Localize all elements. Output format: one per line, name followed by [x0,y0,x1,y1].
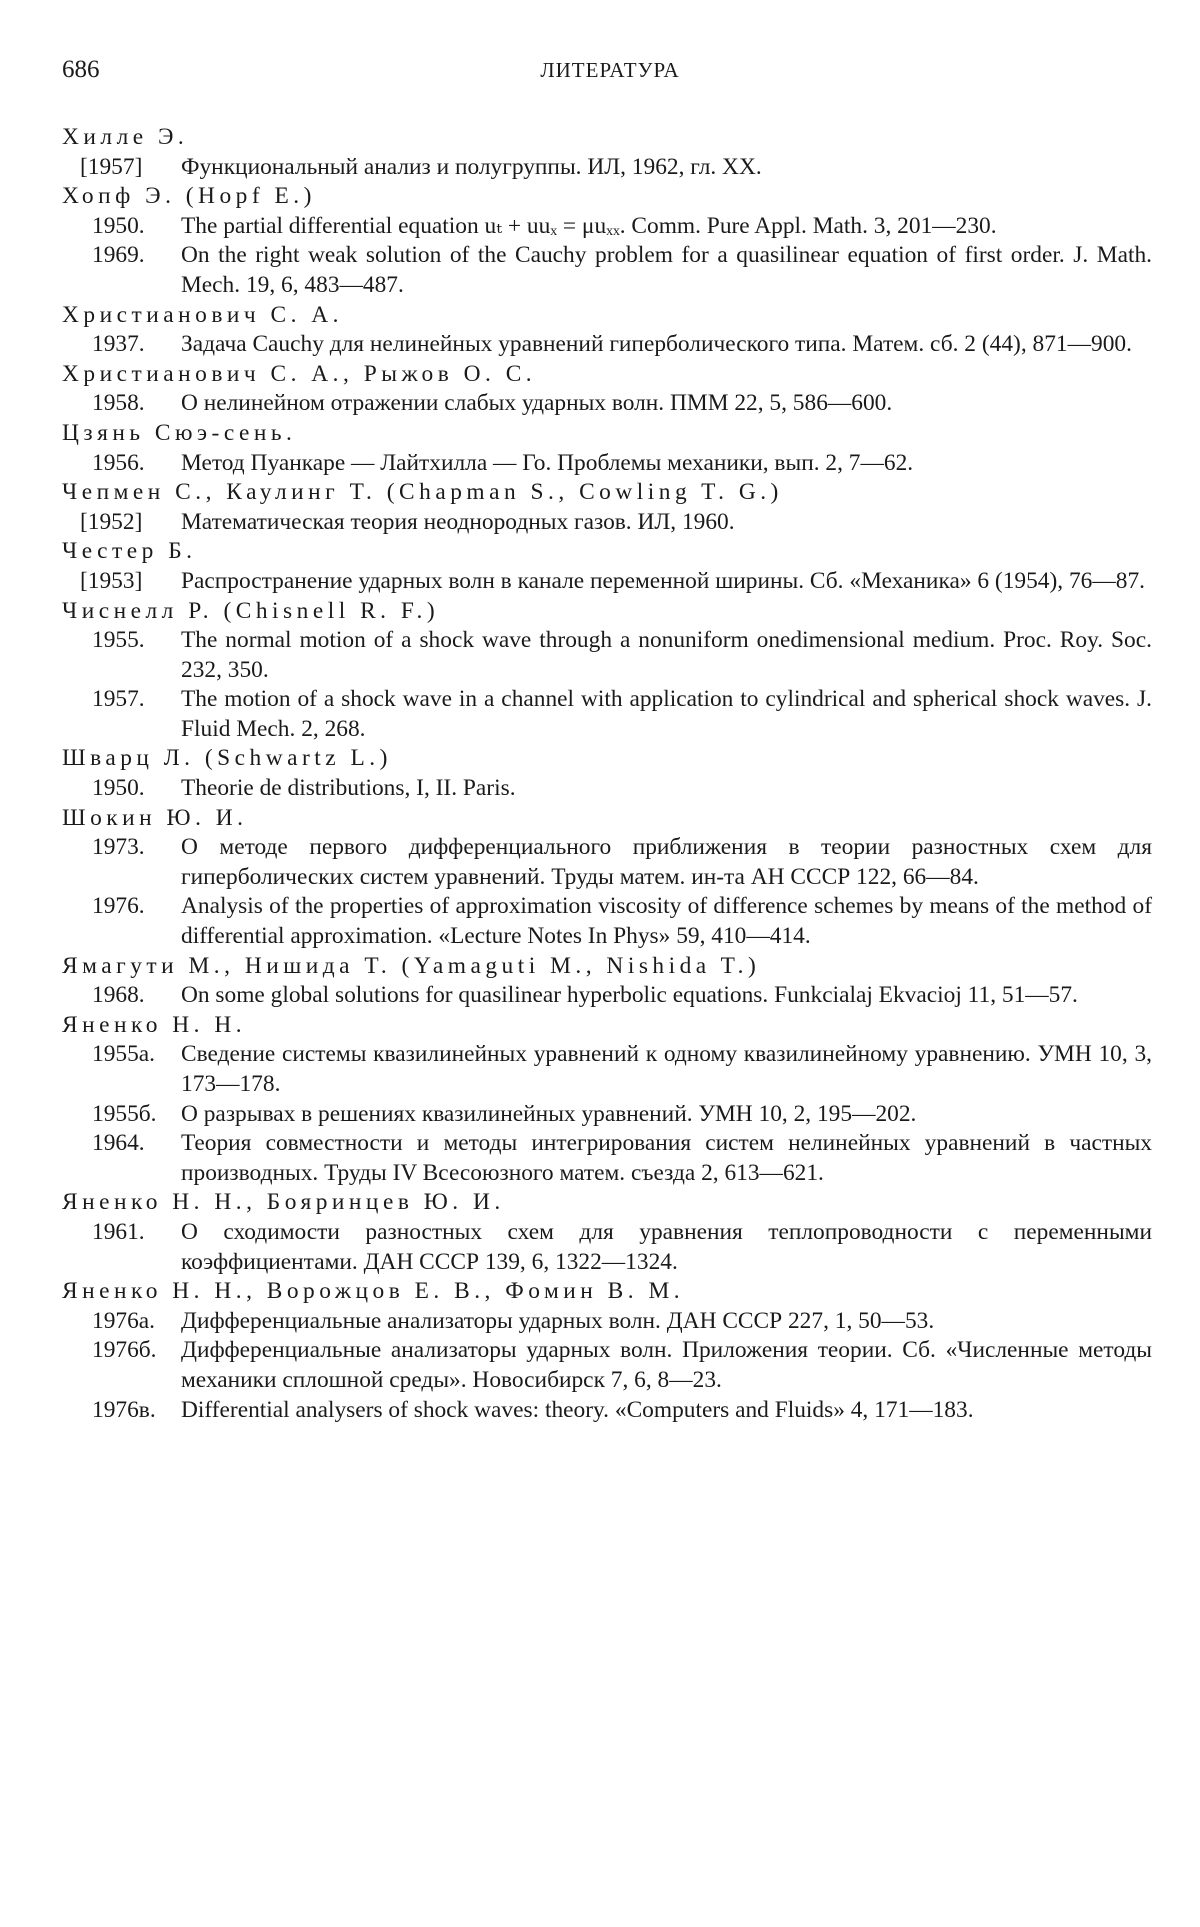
reference-entry [62,833,1152,892]
reference-author: Ямагути М., Нишида Т. (Yamaguti M., Nishida T.) [62,952,761,979]
reference-text: Сведение системы квазилинейных уравнений к одному квазилинейному уравнению. УМН 10, 3, 173—178. [181,1041,1152,1097]
reference-text: On some global solutions for quasilinear hyperbolic equations. Funkcialaj Ekvacioj 11, 51—57. [181,982,1078,1009]
reference-author: Хопф Э. (Hopf E.) [62,183,316,210]
reference-author-group [62,478,1152,537]
reference-entry [62,626,1152,685]
reference-author: Яненко Н. Н., Бояринцев Ю. И. [62,1189,505,1216]
reference-text: Теория совместности и методы интегрирования систем нелинейных уравнений в частных производных. Труды IV Всесоюзного матем. съезда 2, 613—621. [181,1130,1152,1186]
reference-author: Христианович С. А. [62,301,344,328]
reference-author-group [62,537,1152,596]
reference-year: 1950. [92,212,145,239]
reference-year: 1955а. [92,1041,156,1068]
reference-author: Шокин Ю. И. [62,804,248,831]
reference-year: [1953] [80,567,143,594]
reference-author-group [62,1277,1152,1425]
reference-year: 1950. [92,775,145,802]
reference-text: О методе первого дифференциального приближения в теории разностных схем для гиперболических систем уравнений. Труды матем. ин-та АН СССР 122, 66—84. [181,834,1152,890]
reference-year: 1976б. [92,1337,157,1364]
reference-author: Честер Б. [62,538,197,565]
reference-text: The partial differential equation uₜ + uuₓ = μuₓₓ. Comm. Pure Appl. Math. 3, 201—230. [181,212,997,239]
reference-author: Чиснелл Р. (Chisnell R. F.) [62,597,440,624]
reference-author-group [62,123,1152,182]
reference-year: [1957] [80,153,143,180]
reference-year: 1968. [92,982,145,1009]
reference-entry [62,1129,1152,1188]
reference-text: Распространение ударных волн в канале переменной ширины. Сб. «Механика» 6 (1954), 76—87. [181,567,1145,594]
reference-author: Яненко Н. Н. [62,1011,247,1038]
reference-author-group [62,804,1152,952]
reference-text: Функциональный анализ и полугруппы. ИЛ, 1962, гл. XX. [181,153,762,180]
reference-text: The normal motion of a shock wave through a nonuniform onedimensional medium. Proc. Roy. Soc. 232, 350. [181,627,1152,683]
page-header [62,56,1158,86]
reference-author-group [62,301,1152,360]
reference-year: 1958. [92,390,145,417]
reference-author: Цзянь Сюэ-сень. [62,419,297,446]
reference-entry [62,1307,1152,1337]
reference-author: Яненко Н. Н., Ворожцов Е. В., Фомин В. М. [62,1278,685,1305]
reference-list [62,123,1152,1425]
reference-year: 1955. [92,627,145,654]
reference-text: Theorie de distributions, I, II. Paris. [181,775,516,802]
reference-entry [62,981,1152,1011]
reference-year: 1976в. [92,1396,156,1423]
reference-author-group [62,360,1152,419]
reference-author: Хилле Э. [62,124,189,150]
reference-author-group [62,182,1152,300]
reference-entry [62,153,1152,183]
reference-entry [62,449,1152,479]
reference-entry [62,1100,1152,1130]
reference-author-group [62,1011,1152,1189]
reference-text: Метод Пуанкаре — Лайтхилла — Го. Проблемы механики, вып. 2, 7—62. [181,449,914,476]
reference-author-group [62,744,1152,803]
reference-year: 1969. [92,242,145,269]
reference-entry [62,892,1152,951]
reference-year: [1952] [80,508,143,535]
reference-year: 1955б. [92,1100,157,1127]
reference-text: О разрывах в решениях квазилинейных уравнений. УМН 10, 2, 195—202. [181,1100,917,1127]
reference-text: The motion of a shock wave in a channel with application to cylindrical and spherical shock waves. J. Fluid Mech. 2, 268. [181,686,1152,742]
reference-entry [62,212,1152,242]
reference-text: Дифференциальные анализаторы ударных волн. Приложения теории. Сб. «Численные методы механики сплошной среды». Новосибирск 7, 6, 8—23. [181,1337,1152,1393]
reference-entry [62,241,1152,300]
reference-author-group [62,952,1152,1011]
reference-year: 1976а. [92,1307,156,1334]
reference-entry [62,1336,1152,1395]
reference-year: 1964. [92,1130,145,1157]
reference-year: 1957. [92,686,145,713]
reference-author: Шварц Л. (Schwartz L.) [62,745,392,772]
reference-entry [62,1040,1152,1099]
reference-text: Differential analysers of shock waves: theory. «Computers and Fluids» 4, 171—183. [181,1396,974,1423]
reference-year: 1973. [92,834,145,861]
reference-entry [62,330,1152,360]
reference-entry [62,685,1152,744]
reference-text: Математическая теория неоднородных газов. ИЛ, 1960. [181,508,735,535]
reference-entry [62,508,1152,538]
reference-text: О нелинейном отражении слабых ударных волн. ПММ 22, 5, 586—600. [181,390,893,417]
reference-text: О сходимости разностных схем для уравнения теплопроводности с переменными коэффициентами. ДАН СССР 139, 6, 1322—1324. [181,1218,1152,1275]
reference-year: 1961. [92,1218,145,1245]
reference-entry [62,774,1152,804]
running-head: ЛИТЕРАТУРА [540,58,680,82]
reference-author: Чепмен С., Каулинг Т. (Chapman S., Cowling T. G.) [62,479,783,506]
reference-entry [62,567,1152,597]
reference-text: Analysis of the properties of approximation viscosity of difference schemes by means of the method of differential approximation. «Lecture Notes In Phys» 59, 410—414. [181,893,1152,950]
reference-author-group [62,597,1152,745]
page-number: 686 [62,56,100,83]
reference-text: Задача Cauchy для нелинейных уравнений гиперболического типа. Матем. сб. 2 (44), 871—900. [181,331,1132,358]
reference-entry [62,1396,1152,1426]
reference-entry [62,389,1152,419]
reference-year: 1956. [92,449,145,476]
reference-text: Дифференциальные анализаторы ударных волн. ДАН СССР 227, 1, 50—53. [181,1307,935,1334]
reference-author: Христианович С. А., Рыжов О. С. [62,360,537,387]
reference-author-group [62,419,1152,478]
reference-year: 1976. [92,893,145,920]
reference-entry [62,1218,1152,1277]
reference-text: On the right weak solution of the Cauchy problem for a quasilinear equation of first order. J. Math. Mech. 19, 6, 483—487. [181,242,1152,298]
reference-author-group [62,1188,1152,1277]
reference-year: 1937. [92,331,145,358]
